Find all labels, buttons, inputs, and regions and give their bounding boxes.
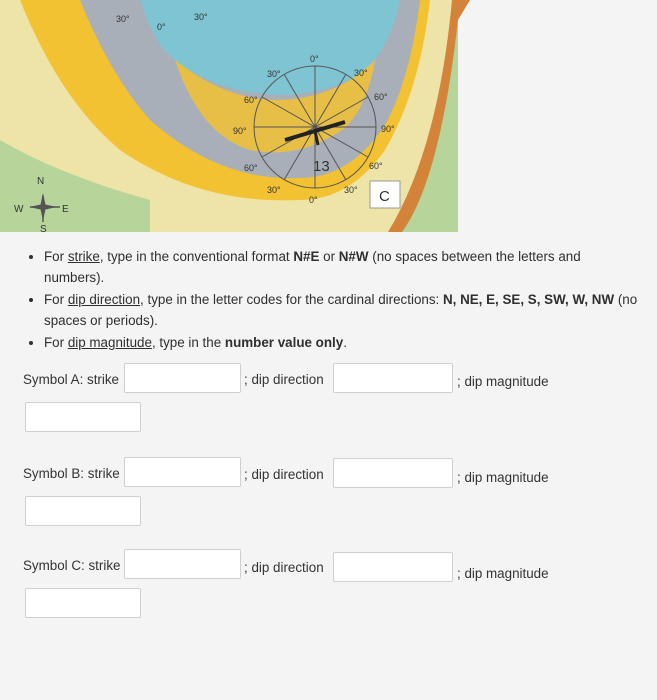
angle-label: 60° (369, 161, 383, 171)
angle-label: 60° (374, 92, 388, 102)
angle-label: 30° (267, 69, 281, 79)
area-label: C (379, 188, 390, 205)
symbol-c-strike-label: Symbol C: strike (23, 558, 121, 573)
symbol-a-row (0, 362, 657, 402)
instruction-dip-direction (44, 289, 642, 331)
angle-label: 0° (157, 22, 166, 32)
symbol-a-strike-label: Symbol A: strike (23, 372, 119, 387)
geologic-map (0, 0, 657, 232)
angle-label: 90° (381, 124, 395, 134)
angle-label: 30° (267, 185, 281, 195)
instructions-list (22, 246, 642, 354)
symbol-c-dip-magnitude-input[interactable] (25, 588, 141, 618)
angle-label: 60° (244, 163, 258, 173)
compass-w: W (14, 204, 24, 215)
format-nw: N#W (338, 249, 369, 264)
compass-s: S (40, 224, 47, 232)
compass-e: E (62, 204, 69, 215)
text: . (343, 335, 347, 350)
instruction-dip-magnitude (44, 332, 642, 353)
compass-n: N (37, 176, 45, 187)
blank-area (458, 0, 657, 232)
angle-label: 60° (244, 95, 258, 105)
text: (no spaces or periods). (44, 292, 638, 328)
text: (no spaces between the letters and numbers). (44, 249, 581, 285)
text: , type in the conventional format (99, 249, 294, 264)
symbol-a-dip-magnitude-label: ; dip magnitude (457, 374, 549, 389)
text: For (44, 249, 68, 264)
symbol-b-dip-direction-label: ; dip direction (244, 467, 324, 482)
format-ne: N#E (293, 249, 320, 264)
text: , type in the (151, 335, 225, 350)
text: For (44, 292, 68, 307)
symbol-b-row (0, 455, 657, 495)
number-only-note: number value only (224, 335, 344, 350)
symbol-b-strike-input[interactable] (124, 457, 241, 487)
angle-label: 30° (194, 12, 208, 22)
angle-label: 30° (354, 68, 368, 78)
symbol-b-dip-magnitude-label: ; dip magnitude (457, 470, 549, 485)
angle-label: 30° (116, 14, 130, 24)
symbol-b-strike-label: Symbol B: strike (23, 466, 120, 481)
text: For (44, 335, 68, 350)
angle-label: 0° (310, 54, 319, 64)
symbol-a-dip-direction-input[interactable] (333, 363, 453, 393)
angle-label: 0° (309, 195, 318, 205)
symbol-c-row (0, 548, 657, 588)
symbol-b-dip-direction-input[interactable] (333, 458, 453, 488)
instruction-strike (44, 246, 642, 288)
symbol-b-dip-magnitude-input[interactable] (25, 496, 141, 526)
text: , type in the letter codes for the cardinal directions: (140, 292, 443, 307)
symbol-c-strike-input[interactable] (124, 549, 241, 579)
symbol-number-label: 13 (313, 158, 330, 175)
symbol-a-dip-direction-label: ; dip direction (244, 372, 324, 387)
strike-term-link[interactable]: strike (67, 249, 100, 264)
angle-label: 30° (344, 185, 358, 195)
dip-magnitude-term-link[interactable]: dip magnitude (67, 335, 152, 350)
symbol-a-dip-magnitude-input[interactable] (25, 402, 141, 432)
symbol-c-dip-direction-label: ; dip direction (244, 560, 324, 575)
symbol-c-dip-direction-input[interactable] (333, 552, 453, 582)
cardinal-codes: N, NE, E, SE, S, SW, W, NW (442, 292, 615, 307)
geologic-map-svg (0, 0, 657, 232)
dip-direction-term-link[interactable]: dip direction (67, 292, 141, 307)
text: or (319, 249, 339, 264)
angle-label: 90° (233, 126, 247, 136)
symbol-a-strike-input[interactable] (124, 363, 241, 393)
symbol-c-dip-magnitude-label: ; dip magnitude (457, 566, 549, 581)
